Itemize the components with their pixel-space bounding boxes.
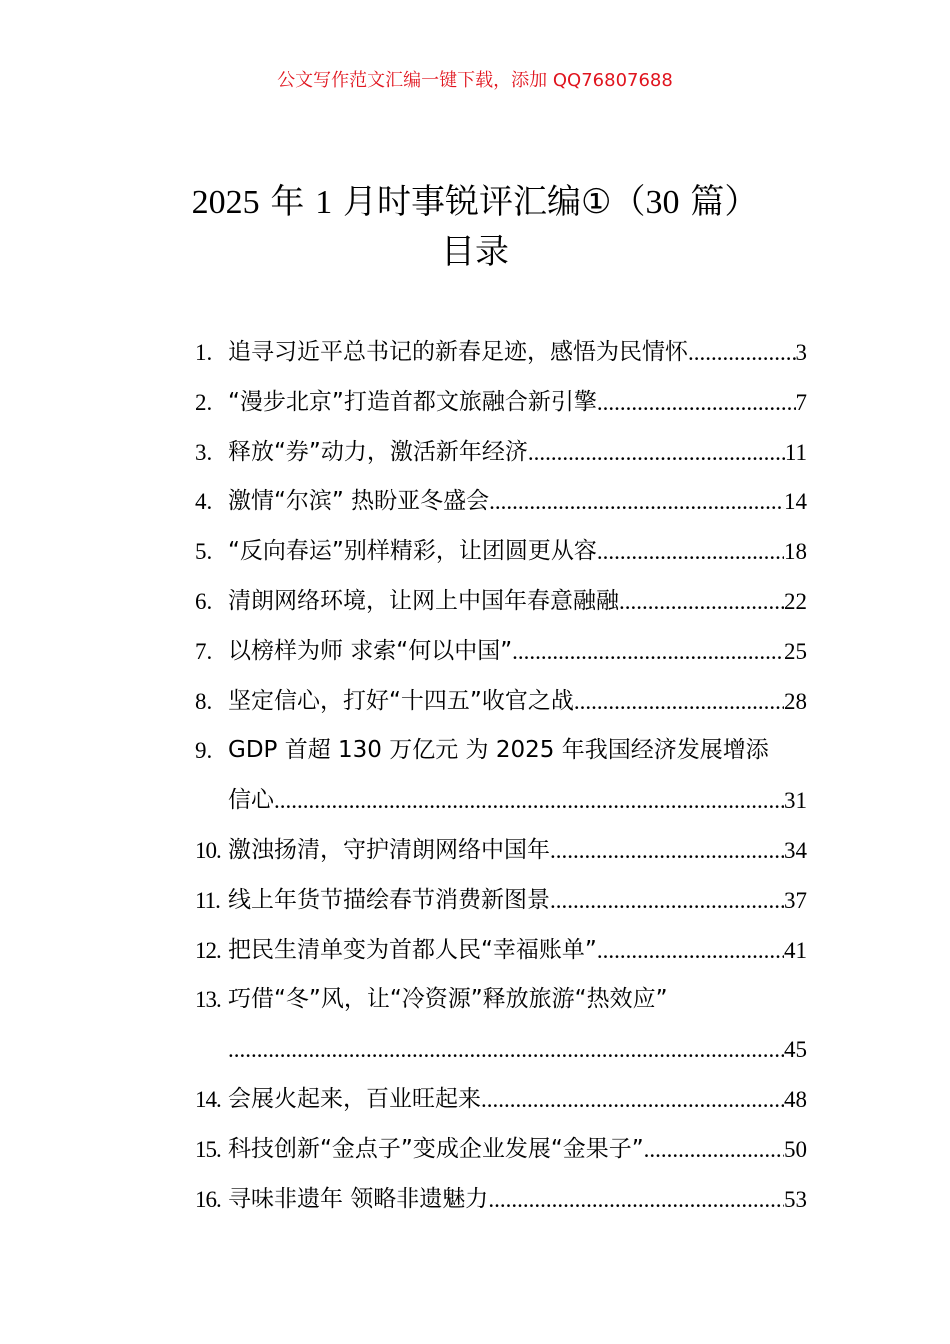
- toc-title: GDP 首超 130 万亿元 为 2025 年我国经济发展增添: [228, 737, 769, 764]
- toc-title-continued: 信心: [228, 787, 274, 814]
- toc-page: 34: [784, 837, 807, 863]
- toc-leader: [597, 378, 796, 428]
- toc-title: 巧借“冬”风，让“冷资源”释放旅游“热效应”: [228, 986, 668, 1013]
- toc-title: 会展火起来，百业旺起来: [228, 1085, 481, 1112]
- toc-entry-5[interactable]: [195, 527, 807, 577]
- toc-title: 激情“尔滨” 热盼亚冬盛会: [228, 488, 490, 515]
- title-part1: 年: [259, 182, 316, 222]
- toc-leader: [597, 527, 784, 577]
- title-part3: 篇）: [679, 182, 759, 222]
- toc-entry-11[interactable]: [195, 876, 807, 926]
- toc-title: 把民生清单变为首都人民“幸福账单”: [228, 936, 597, 963]
- toc-leader: [597, 926, 784, 976]
- toc-entry-9-continued[interactable]: [195, 776, 807, 826]
- toc-entry-1[interactable]: [195, 328, 807, 378]
- title-part2: 月时事锐评汇编①（: [332, 182, 646, 222]
- toc-entry-13[interactable]: [195, 975, 807, 1025]
- toc-page: 48: [784, 1086, 807, 1112]
- toc-page: 22: [784, 588, 807, 614]
- toc-leader: [488, 1175, 784, 1225]
- toc-title: 释放“券”动力，激活新年经济: [228, 438, 528, 465]
- toc-entry-4[interactable]: [195, 477, 807, 527]
- toc-entry-16[interactable]: [195, 1175, 807, 1225]
- toc-number: 6.: [195, 588, 213, 614]
- toc-leader: [489, 477, 784, 527]
- toc-page: 3: [795, 340, 807, 365]
- toc-entry-12[interactable]: [195, 926, 807, 976]
- toc-page: 7: [795, 389, 807, 415]
- toc-page: 14: [784, 489, 807, 515]
- toc-page: 28: [784, 688, 807, 714]
- toc-entry-14[interactable]: [195, 1075, 807, 1125]
- toc-page: 31: [784, 788, 807, 814]
- toc-entry-7[interactable]: [195, 627, 807, 677]
- toc-leader: [550, 876, 784, 926]
- toc-number: 9.: [195, 738, 213, 764]
- toc-title: 寻味非遗年 领略非遗魅力: [228, 1185, 489, 1212]
- toc-page: 37: [784, 887, 807, 913]
- toc-entry-2[interactable]: [195, 378, 807, 428]
- toc-leader: [619, 577, 784, 627]
- toc-number: 4.: [195, 489, 213, 515]
- toc-number: 5.: [195, 539, 213, 565]
- title-month: 1: [315, 184, 333, 221]
- toc-number: 3.: [195, 439, 213, 465]
- toc-entry-9[interactable]: [195, 726, 807, 776]
- toc-title: 清朗网络环境，让网上中国年春意融融: [228, 587, 619, 614]
- toc-leader: [481, 1075, 784, 1125]
- toc-leader: [644, 1125, 784, 1175]
- toc-leader: [512, 627, 784, 677]
- toc-title: “漫步北京”打造首都文旅融合新引擎: [228, 388, 597, 415]
- toc-leader: [688, 328, 796, 378]
- toc-entry-6[interactable]: [195, 577, 807, 627]
- toc-number: 1.: [195, 340, 213, 365]
- title-count: 30: [645, 184, 680, 221]
- toc-entry-10[interactable]: [195, 826, 807, 876]
- toc-number: 10.: [195, 837, 221, 863]
- title-year: 2025: [191, 184, 260, 221]
- toc-number: 8.: [195, 688, 213, 714]
- toc-leader: [574, 677, 784, 727]
- download-banner: 公文写作范文汇编一键下载，添加 QQ76807688: [277, 70, 673, 91]
- toc-heading: 目录: [441, 232, 509, 272]
- toc-page: 41: [784, 937, 807, 963]
- toc-page: 50: [784, 1136, 807, 1162]
- toc-number: 13.: [195, 987, 221, 1013]
- toc-page: 11: [784, 439, 807, 465]
- toc-number: 11.: [195, 887, 220, 913]
- document-title: [0, 180, 950, 225]
- toc-number: 12.: [195, 937, 221, 963]
- toc-title: 激浊扬清，守护清朗网络中国年: [228, 836, 550, 863]
- toc-title: 坚定信心，打好“十四五”收官之战: [228, 687, 574, 714]
- toc-number: 2.: [195, 389, 213, 415]
- toc-page: 25: [784, 638, 807, 664]
- toc-number: 14.: [195, 1086, 221, 1112]
- toc-entry-15[interactable]: [195, 1125, 807, 1175]
- toc-page: 18: [784, 539, 807, 565]
- toc-number: 15.: [195, 1136, 221, 1162]
- toc-page: 45: [784, 1037, 807, 1063]
- toc-entry-8[interactable]: [195, 677, 807, 727]
- toc-page: 53: [784, 1186, 807, 1212]
- toc-leader: [274, 776, 784, 826]
- toc-title: 科技创新“金点子”变成企业发展“金果子”: [228, 1135, 644, 1162]
- toc-title: 线上年货节描绘春节消费新图景: [228, 886, 550, 913]
- toc-entry-13-continued[interactable]: [195, 1025, 807, 1075]
- table-of-contents: [195, 328, 807, 1224]
- toc-number: 16.: [195, 1186, 221, 1212]
- toc-title: “反向春运”别样精彩，让团圆更从容: [228, 538, 597, 565]
- toc-leader: [550, 826, 784, 876]
- toc-leader: [528, 428, 785, 478]
- toc-number: 7.: [195, 638, 213, 664]
- toc-leader: [228, 1025, 784, 1075]
- toc-title: 追寻习近平总书记的新春足迹，感悟为民情怀: [228, 339, 688, 365]
- toc-entry-3[interactable]: [195, 428, 807, 478]
- toc-title: 以榜样为师 求索“何以中国”: [228, 637, 513, 664]
